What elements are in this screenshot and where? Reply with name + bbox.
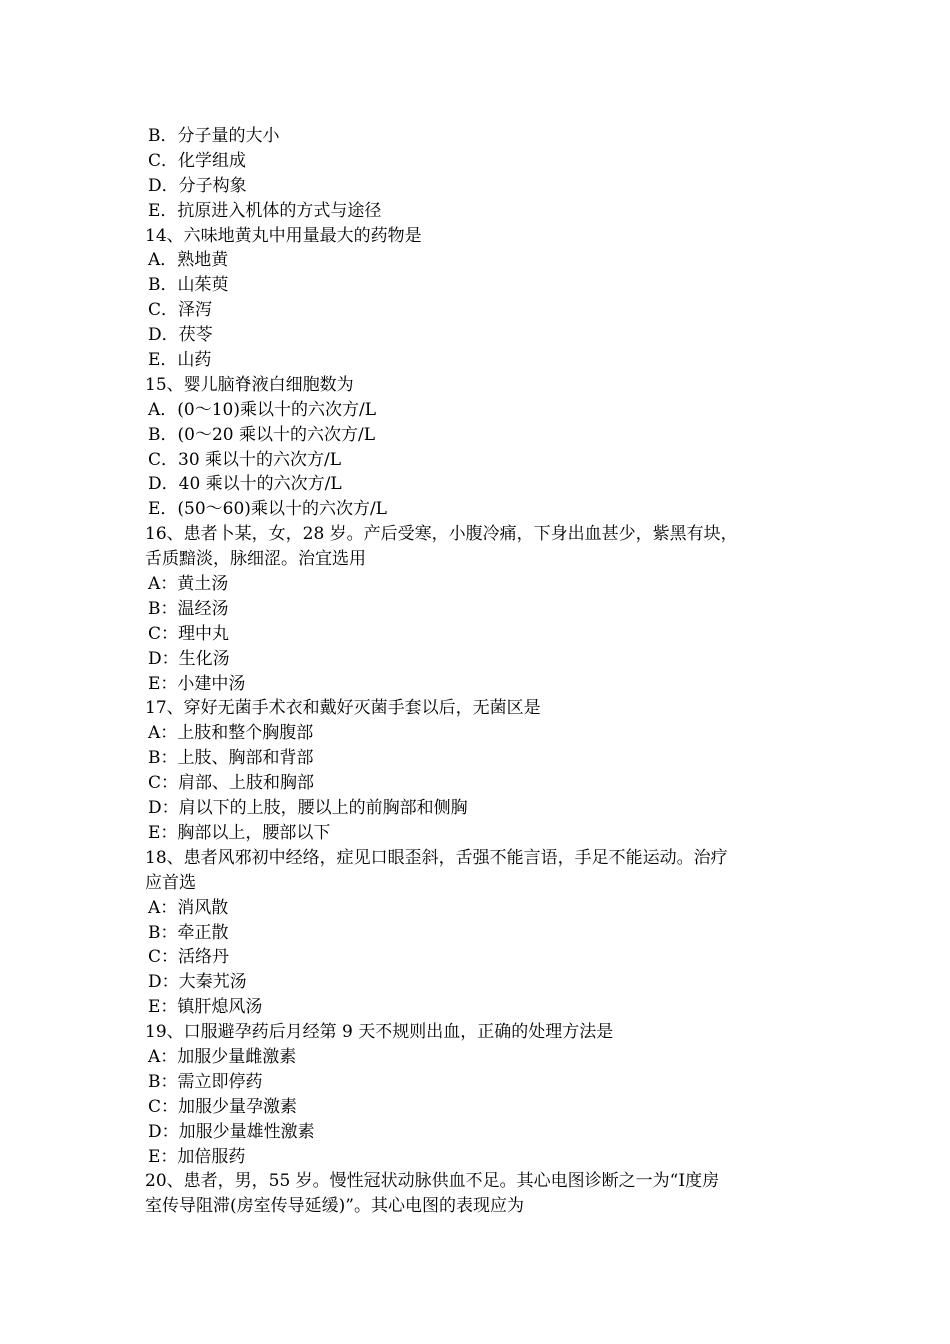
option-line: D：加服少量雄性激素 bbox=[148, 1121, 315, 1142]
option-line: B．分子量的大小 bbox=[148, 126, 280, 146]
option-line: E．抗原进入机体的方式与途径 bbox=[148, 200, 382, 221]
option-line: A．(0～10)乘以十的六次方/L bbox=[148, 399, 377, 420]
option-line: E：镇肝熄风汤 bbox=[148, 997, 263, 1018]
option-line: C：理中丸 bbox=[148, 623, 230, 644]
question-line: 18、患者风邪初中经络，症见口眼歪斜，舌强不能言语，手足不能运动。治疗 bbox=[145, 847, 728, 868]
question-line: 17、穿好无菌手术衣和戴好灭菌手套以后，无菌区是 bbox=[145, 698, 541, 719]
option-line: B：温经汤 bbox=[148, 598, 229, 619]
question-line-continued: 室传导阻滞(房室传导延缓)”。其心电图的表现应为 bbox=[145, 1196, 524, 1217]
option-line: E：胸部以上，腰部以下 bbox=[148, 822, 331, 843]
option-line: E．山药 bbox=[148, 350, 212, 371]
question-line: 20、患者，男，55 岁。慢性冠状动脉供血不足。其心电图诊断之一为“Ⅰ度房 bbox=[145, 1171, 720, 1192]
option-line: B：需立即停药 bbox=[148, 1071, 263, 1092]
option-line: C．30 乘以十的六次方/L bbox=[148, 449, 342, 470]
option-line: A．熟地黄 bbox=[148, 250, 229, 271]
option-line: C：活络丹 bbox=[148, 947, 230, 968]
question-line: 14、六味地黄丸中用量最大的药物是 bbox=[145, 225, 422, 246]
option-line: E：加倍服药 bbox=[148, 1146, 246, 1167]
option-line: D：生化汤 bbox=[148, 648, 230, 669]
question-line: 15、婴儿脑脊液白细胞数为 bbox=[145, 374, 354, 395]
option-line: C．泽泻 bbox=[148, 300, 213, 321]
option-line: D：肩以下的上肢，腰以上的前胸部和侧胸 bbox=[148, 798, 468, 819]
option-line: B．山茱萸 bbox=[148, 275, 229, 296]
option-line: D．茯苓 bbox=[148, 325, 213, 346]
option-line: A：黄土汤 bbox=[148, 574, 229, 595]
question-line-continued: 舌质黯淡，脉细涩。治宜选用 bbox=[145, 549, 366, 570]
option-line: C：肩部、上肢和胸部 bbox=[148, 773, 315, 794]
question-line: 16、患者卜某，女，28 岁。产后受寒，小腹冷痛，下身出血甚少，紫黑有块， bbox=[145, 524, 738, 545]
option-line: C．化学组成 bbox=[148, 150, 247, 171]
option-line: A：消风散 bbox=[148, 897, 229, 918]
option-line: B．(0～20 乘以十的六次方/L bbox=[148, 424, 375, 445]
option-line: E：小建中汤 bbox=[148, 673, 246, 694]
option-line: A：上肢和整个胸腹部 bbox=[148, 723, 314, 744]
option-line: B：牵正散 bbox=[148, 922, 229, 943]
question-line: 19、口服避孕药后月经第 9 天不规则出血，正确的处理方法是 bbox=[145, 1022, 614, 1043]
option-line: A：加服少量雌激素 bbox=[148, 1046, 297, 1067]
option-line: D．40 乘以十的六次方/L bbox=[148, 474, 342, 495]
question-line-continued: 应首选 bbox=[145, 872, 196, 893]
option-line: B：上肢、胸部和背部 bbox=[148, 748, 314, 769]
option-line: D．分子构象 bbox=[148, 175, 247, 196]
document-body bbox=[145, 124, 810, 1219]
option-line: C：加服少量孕激素 bbox=[148, 1096, 298, 1117]
option-line: E．(50～60)乘以十的六次方/L bbox=[148, 499, 387, 520]
option-line: D：大秦艽汤 bbox=[148, 972, 247, 993]
